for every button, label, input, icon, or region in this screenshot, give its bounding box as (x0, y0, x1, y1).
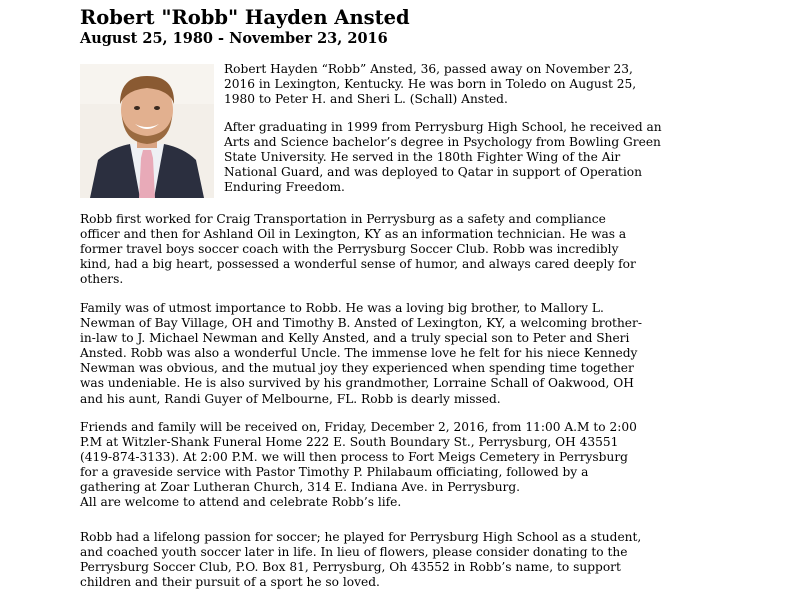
text-line: Newman was obvious, and the mutual joy they experienced when spending time together (80, 361, 634, 376)
text-line: Enduring Freedom. (224, 180, 345, 195)
text-line: State University. He served in the 180th Fighter Wing of the Air (224, 150, 621, 165)
text-line: All are welcome to attend and celebrate Robb’s life. (80, 495, 402, 510)
text-line: kind, had a big heart, possessed a wonderful sense of humor, and always cared deeply for (80, 257, 636, 272)
text-line: Robb first worked for Craig Transportation in Perrysburg as a safety and compliance (80, 212, 606, 226)
text-line: (419-874-3133). At 2:00 P.M. we will then process to Fort Meigs Cemetery in Perrysburg (80, 450, 628, 465)
text-line: 1980 to Peter H. and Sheri L. (Schall) Ansted. (224, 92, 508, 107)
text-line: National Guard, and was deployed to Qatar in support of Operation (224, 165, 642, 180)
text-line: Perrysburg Soccer Club, P.O. Box 81, Perrysburg, Oh 43552 in Robb’s name, to support (80, 560, 621, 575)
text-line: Family was of utmost importance to Robb. He was a loving big brother, to Mallory L. (80, 301, 604, 315)
text-line: officer and then for Ashland Oil in Lexington, KY as an information technician. He was a (80, 227, 627, 242)
text-line: Friends and family will be received on, Friday, December 2, 2016, from 11:00 A.M to 2:00 (80, 420, 637, 434)
paragraph-career (80, 212, 636, 287)
paragraph-soccer-donations (80, 530, 641, 590)
text-line: for a graveside service with Pastor Timothy P. Philabaum officiating, followed by a (80, 465, 589, 480)
text-line: Ansted. Robb was also a wonderful Uncle. The immense love he felt for his niece Kennedy (80, 346, 638, 361)
paragraph-birth (224, 62, 636, 107)
text-line: Arts and Science bachelor’s degree in Psychology from Bowling Green (224, 135, 661, 150)
paragraph-services (80, 420, 637, 511)
text-line: gathering at Zoar Lutheran Church, 314 E. Indiana Ave. in Perrysburg. (80, 480, 521, 495)
text-line: Robert Hayden “Robb” Ansted, 36, passed away on November 23, (224, 62, 633, 76)
obituary-title: Robert "Robb" Hayden Ansted (80, 6, 410, 29)
text-line: others. (80, 272, 124, 287)
text-line: After graduating in 1999 from Perrysburg High School, he received an (224, 120, 662, 134)
portrait-photo (80, 64, 214, 198)
text-line: in-law to J. Michael Newman and Kelly Ansted, and a truly special son to Peter and Sheri (80, 331, 630, 346)
text-line: 2016 in Lexington, Kentucky. He was born in Toledo on August 25, (224, 77, 637, 92)
text-line: and coached youth soccer later in life. In lieu of flowers, please consider donating to the (80, 545, 628, 560)
paragraph-family (80, 301, 642, 407)
text-line: and his aunt, Randi Guyer of Melbourne, FL. Robb is dearly missed. (80, 391, 501, 406)
text-line: Robb had a lifelong passion for soccer; he played for Perrysburg High School as a student, (80, 530, 642, 544)
life-dates: August 25, 1980 - November 23, 2016 (80, 30, 388, 47)
text-line: Newman of Bay Village, OH and Timothy B. Ansted of Lexington, KY, a welcoming brother- (80, 316, 642, 331)
text-line: was undeniable. He is also survived by his grandmother, Lorraine Schall of Oakwood, OH (80, 376, 634, 391)
text-line: P.M at Witzler-Shank Funeral Home 222 E. South Boundary St., Perrysburg, OH 43551 (80, 435, 619, 450)
paragraph-education (224, 120, 662, 195)
text-line: children and their pursuit of a sport he so loved. (80, 575, 380, 590)
text-line: former travel boys soccer coach with the Perrysburg Soccer Club. Robb was incredibly (80, 242, 619, 257)
